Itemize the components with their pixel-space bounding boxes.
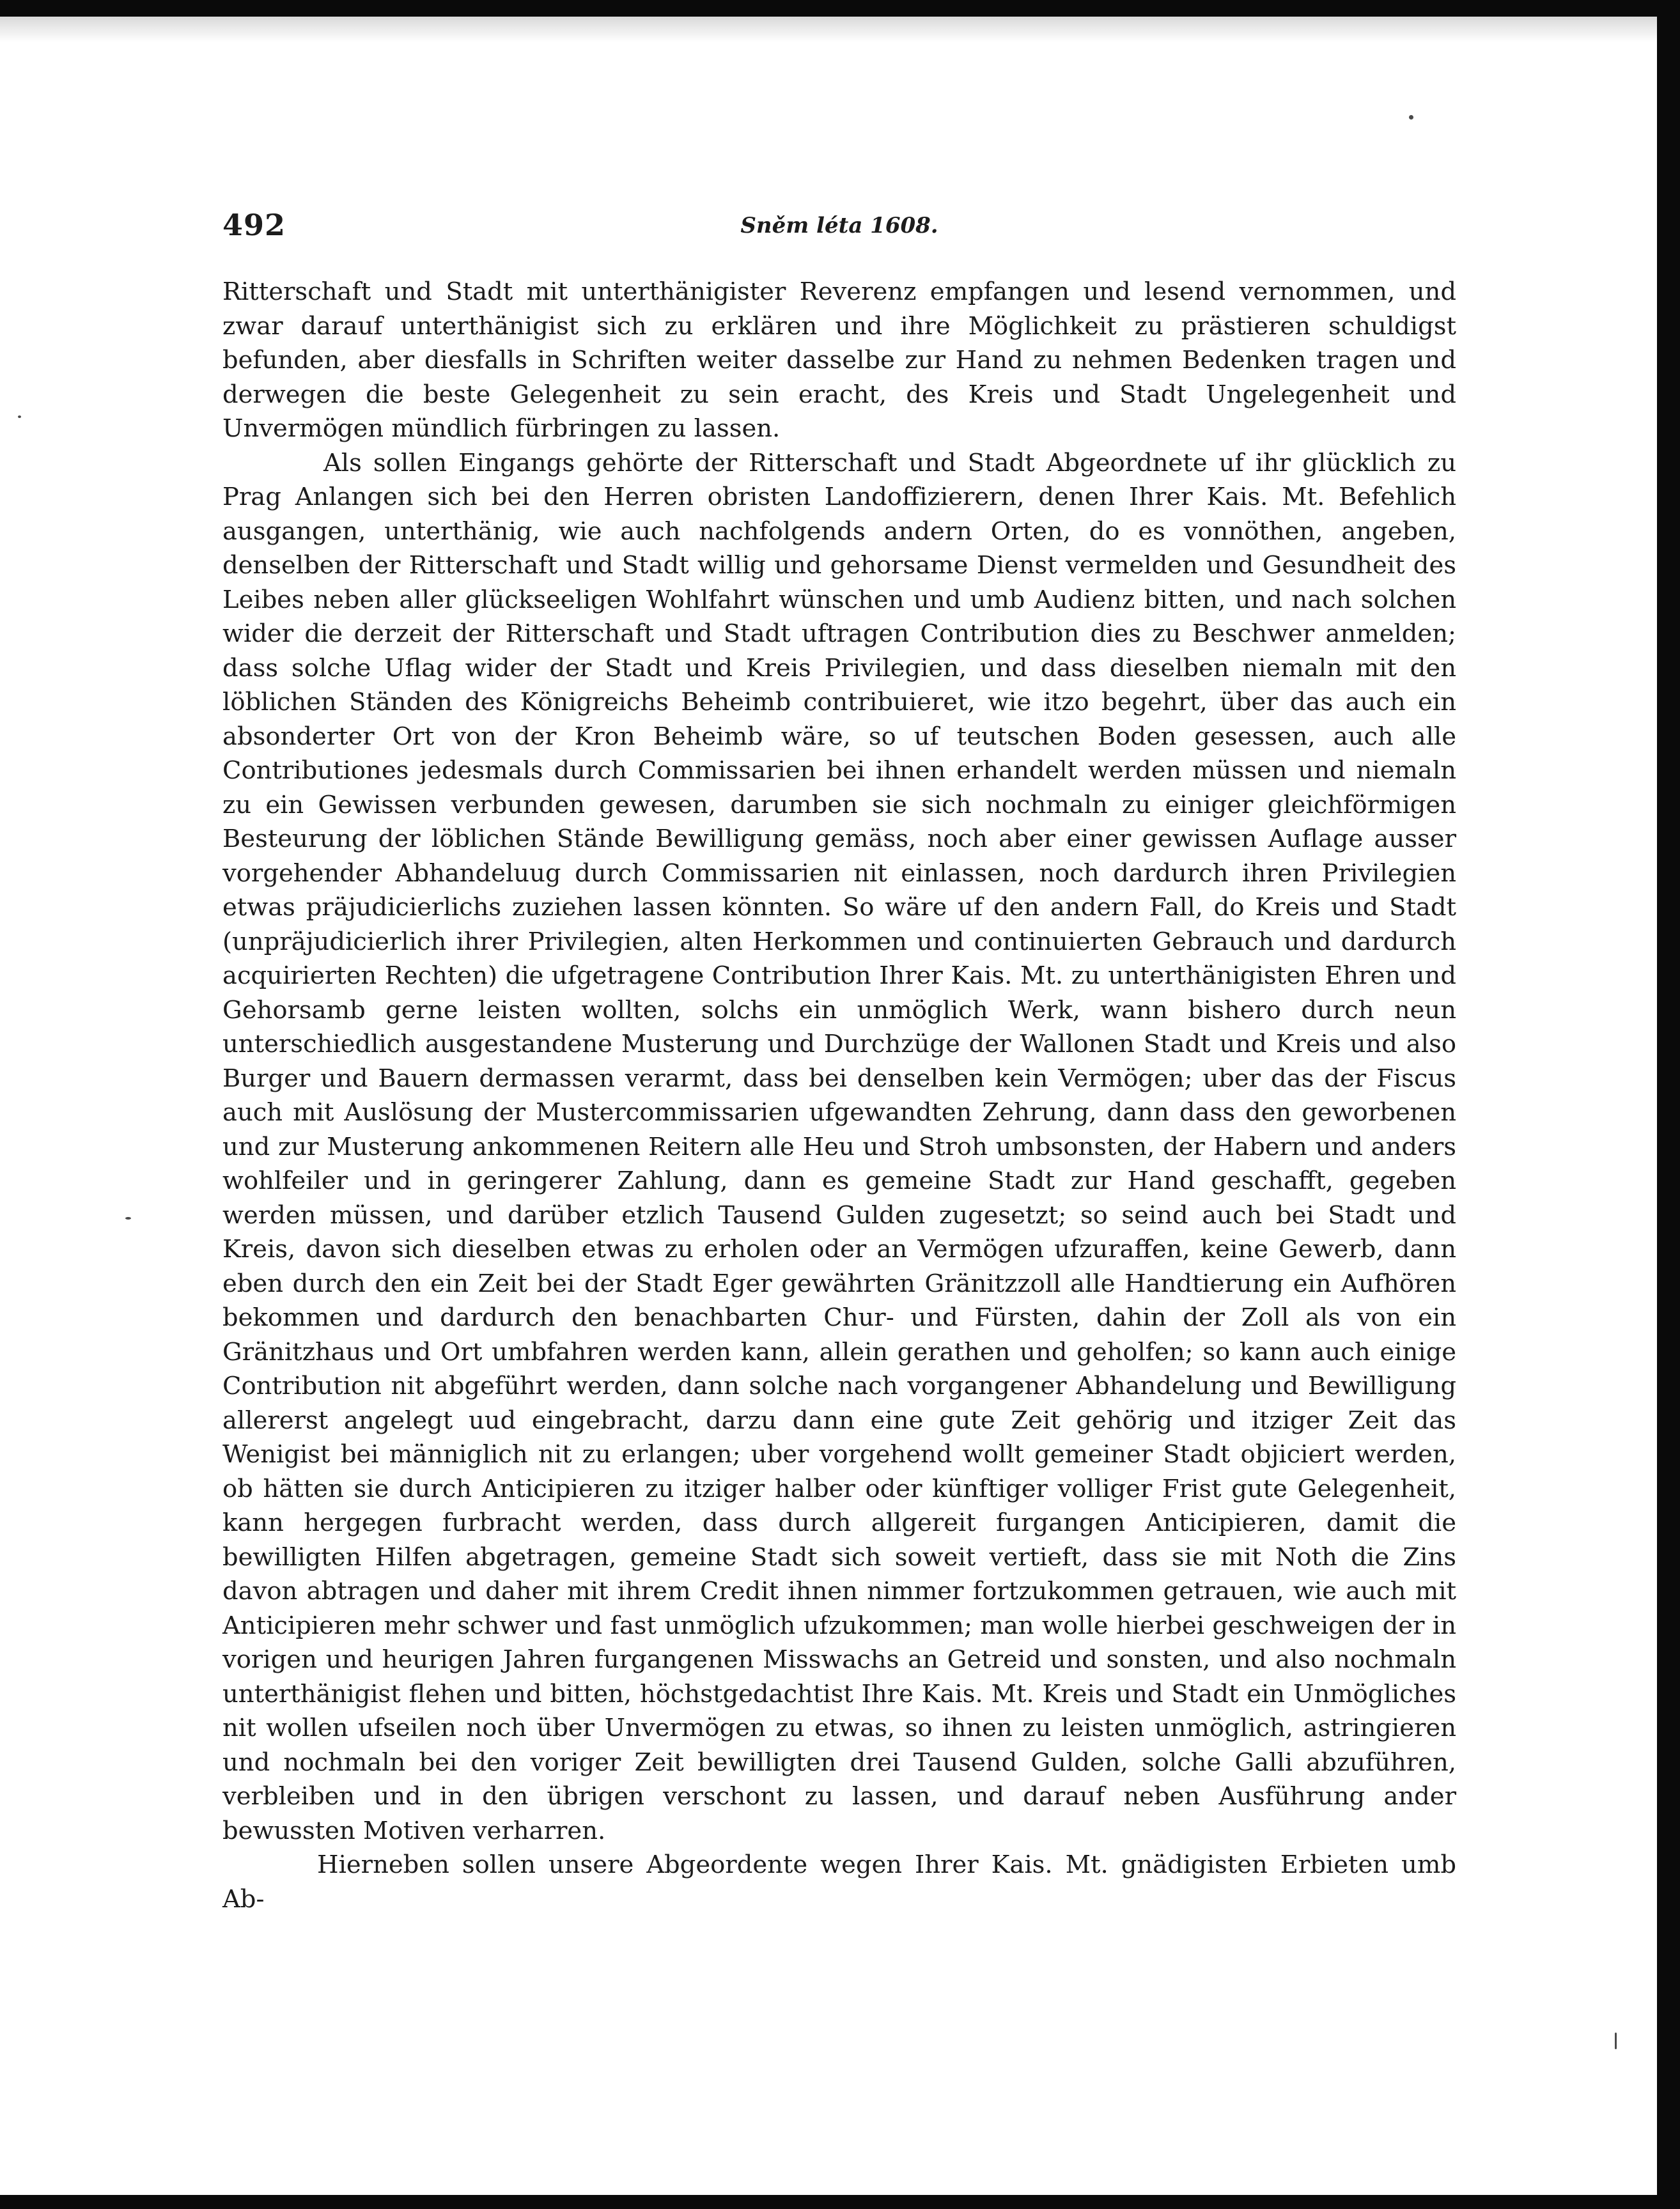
- body-text: [222, 275, 1456, 1916]
- scan-speck: [125, 1217, 131, 1220]
- scan-speck: [1409, 115, 1413, 120]
- scan-border-bottom: [0, 2195, 1680, 2209]
- page-number: 492: [222, 208, 286, 242]
- scan-speck: [1615, 2033, 1617, 2049]
- paragraph-2: Als sollen Eingangs gehörte der Ritterschaft und Stadt Abgeordnete uf ihr glücklich zu Prag Anlangen sich bei den Herren obristen Landoffizierern, denen Ihrer Kais. Mt. Befehlich ausgangen, unterthänig, wie auch nachfolgends andern Orten, do es vonnöthen, angeben, denselben der Ritterschaft und Stadt willig und gehorsame Dienst vermelden und Gesundheit des Leibes neben aller glückseeligen Wohlfahrt wünschen und umb Audienz bitten, und nach solchen wider die derzeit der Ritterschaft und Stadt uftragen Contribution dies zu Beschwer anmelden; dass solche Uflag wider der Stadt und Kreis Privilegien, und dass dieselben niemaln mit den löblichen Ständen des Königreichs Beheimb contribuieret, wie itzo begehrt, über das auch ein absonderter Ort von der Kron Beheimb wäre, so uf teutschen Boden gesessen, auch alle Contributiones jedesmals durch Commissarien bei ihnen erhandelt werden müssen und niemaln zu ein Gewissen verbunden gewesen, darumben sie sich nochmaln zu einiger gleichförmigen Besteurung der löblichen Stände Bewilligung gemäss, noch aber einer gewissen Auflage ausser vorgehender Abhandeluug durch Commissarien nit einlassen, noch dardurch ihren Privilegien etwas präjudicierlichs zuziehen lassen könnten. So wäre uf den andern Fall, do Kreis und Stadt (unpräjudicierlich ihrer Privilegien, alten Herkommen und continuierten Gebrauch und dardurch acquirierten Rechten) die ufgetragene Contribution Ihrer Kais. Mt. zu unterthänigisten Ehren und Gehorsamb gerne leisten wollten, solchs ein unmöglich Werk, wann bishero durch neun unterschiedlich ausgestandene Musterung und Durchzüge der Wallonen Stadt und Kreis und also Burger und Bauern dermassen verarmt, dass bei denselben kein Vermögen; uber das der Fiscus auch mit Auslösung der Mustercommissarien ufgewandten Zehrung, dann dass den geworbenen und zur Musterung ankommenen Reitern alle Heu und Stroh umbsonsten, der Habern und anders wohlfeiler und in geringerer Zahlung, dann es gemeine Stadt zur Hand geschafft, gegeben werden müssen, und darüber etzlich Tausend Gulden zugesetzt; so seind auch bei Stadt und Kreis, davon sich dieselben etwas zu erholen oder an Vermögen ufzuraffen, keine Gewerb, dann eben durch den ein Zeit bei der Stadt Eger gewährten Gränitzzoll alle Handtierung ein Aufhören bekommen und dardurch den benachbarten Chur- und Fürsten, dahin der Zoll als von ein Gränitzhaus und Ort umbfahren werden kann, allein gerathen und geholfen; so kann auch einige Contribution nit abgeführt werden, dann solche nach vorgangener Abhandelung und Bewilligung allererst angelegt uud eingebracht, darzu dann eine gute Zeit gehörig und itziger Zeit das Wenigist bei männiglich nit zu erlangen; uber vorgehend wollt gemeiner Stadt objiciert werden, ob hätten sie durch Anticipieren zu itziger halber oder künftiger volliger Frist gute Gelegenheit, kann hergegen furbracht werden, dass durch allgereit furgangen Anticipieren, damit die bewilligten Hilfen abgetragen, gemeine Stadt sich soweit vertieft, dass sie mit Noth die Zins davon abtragen und daher mit ihrem Credit ihnen nimmer fortzukommen getrauen, wie auch mit Anticipieren mehr schwer und fast unmöglich ufzukommen; man wolle hierbei geschweigen der in vorigen und heurigen Jahren furgangenen Misswachs an Getreid und sonsten, und also nochmaln unterthänigist flehen und bitten, höchstgedachtist Ihre Kais. Mt. Kreis und Stadt ein Unmögliches nit wollen ufseilen noch über Unvermögen zu etwas, so ihnen zu leisten unmöglich, astringieren und nochmaln bei den voriger Zeit bewilligten drei Tausend Gulden, solche Galli abzuführen, verbleiben und in den übrigen verschont zu lassen, und darauf neben Ausführung ander bewussten Motiven verharren.: [222, 448, 1456, 1845]
- scan-border-top: [0, 0, 1680, 17]
- scan-shade-top: [0, 17, 1657, 42]
- paragraph-3: Hierneben sollen unsere Abgeordente wegen Ihrer Kais. Mt. gnädigisten Erbieten umb Ab-: [222, 1850, 1456, 1914]
- scan-speck: [18, 415, 21, 418]
- page-header: [222, 208, 1456, 246]
- running-head: Sněm léta 1608.: [740, 213, 938, 238]
- scan-border-right: [1657, 0, 1680, 2209]
- paragraph-1: Ritterschaft und Stadt mit unterthänigister Reverenz empfangen und lesend vernommen, und zwar darauf unterthänigist sich zu erklären und ihre Möglichkeit zu prästieren schuldigst befunden, aber diesfalls in Schriften weiter dasselbe zur Hand zu nehmen Bedenken tragen und derwegen die beste Gelegenheit zu sein eracht, des Kreis und Stadt Ungelegenheit und Unvermögen mündlich fürbringen zu lassen.: [222, 277, 1456, 443]
